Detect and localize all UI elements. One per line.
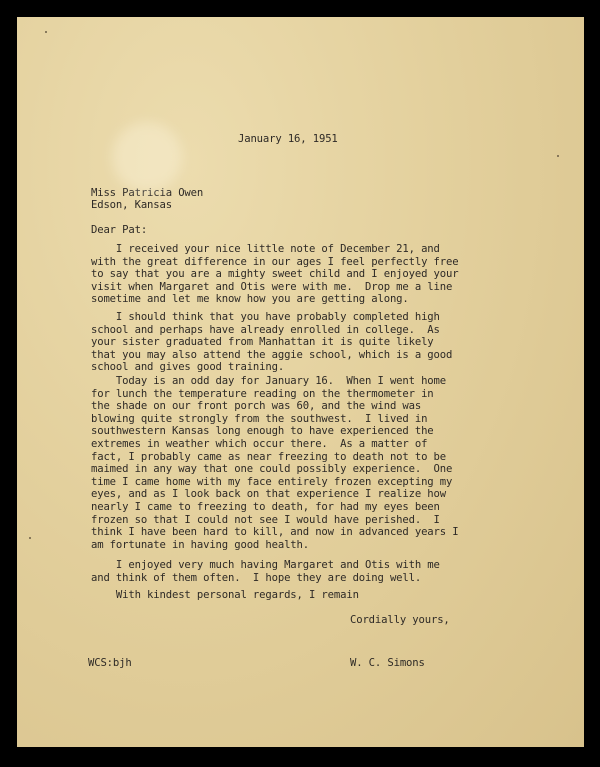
paragraph-line: for lunch the temperature reading on the thermometer in: [91, 387, 434, 400]
paragraph-line: school and gives good training.: [91, 361, 285, 374]
recipient-location: Edson, Kansas: [91, 199, 172, 211]
paragraph-line: time I came home with my face entirely frozen excepting my: [91, 475, 453, 488]
paragraph-line: Today is an odd day for January 16. When I went home: [91, 375, 446, 387]
closing: Cordially yours,: [350, 614, 450, 626]
paragraph-line: maimed in any way that one could possibly experience. One: [91, 463, 453, 476]
signature-name: W. C. Simons: [350, 657, 425, 669]
letter-date: January 16, 1951: [238, 133, 338, 145]
paragraph-line: blowing quite strongly from the southwest. I lived in: [91, 412, 428, 425]
letter-page: [17, 17, 584, 747]
paragraph-1: [91, 243, 491, 306]
paragraph-line: that you may also attend the aggie school, which is a good: [91, 348, 453, 361]
paragraph-line: to say that you are a mighty sweet child and I enjoyed your: [91, 268, 459, 281]
paragraph-line: nearly I came to freezing to death, for had my eyes been: [91, 500, 440, 513]
paragraph-line: and think of them often. I hope they are doing well.: [91, 571, 422, 584]
paragraph-line: visit when Margaret and Otis were with me. Drop me a line: [91, 280, 453, 293]
paragraph-line: southwestern Kansas long enough to have experienced the: [91, 425, 434, 438]
paragraph-line: eyes, and as I look back on that experience I realize how: [91, 488, 446, 501]
paragraph-line: am fortunate in having good health.: [91, 538, 309, 551]
recipient-name: Miss Patricia Owen: [91, 187, 204, 199]
paper-speck: [557, 155, 559, 157]
paragraph-line: school and perhaps have already enrolled in college. As: [91, 323, 440, 336]
paragraph-line: sometime and let me know how you are getting along.: [91, 293, 409, 306]
paragraph-line: extremes in weather which occur there. As a matter of: [91, 437, 428, 450]
salutation: Dear Pat:: [91, 224, 148, 236]
paragraph-line: your sister graduated from Manhattan it is quite likely: [91, 336, 434, 349]
paragraph-line: with the great difference in our ages I feel perfectly free: [91, 255, 459, 268]
typist-initials: WCS:bjh: [88, 657, 132, 669]
paragraph-line: fact, I probably came as near freezing to death not to be: [91, 450, 446, 463]
paragraph-line: the shade on our front porch was 60, and the wind was: [91, 400, 422, 413]
paragraph-line: I received your nice little note of December 21, and: [91, 243, 440, 255]
regards-line: With kindest personal regards, I remain: [91, 589, 359, 601]
paragraph-2: [91, 311, 491, 374]
paragraph-3: [91, 375, 491, 551]
paragraph-line: I should think that you have probably completed high: [91, 311, 440, 323]
paper-speck: [45, 31, 47, 33]
paper-speck: [29, 537, 31, 539]
paragraph-4: [91, 559, 491, 584]
paragraph-line: think I have been hard to kill, and now in advanced years I: [91, 526, 459, 539]
paragraph-line: I enjoyed very much having Margaret and Otis with me: [91, 559, 440, 571]
paragraph-line: frozen so that I could not see I would have perished. I: [91, 513, 440, 526]
